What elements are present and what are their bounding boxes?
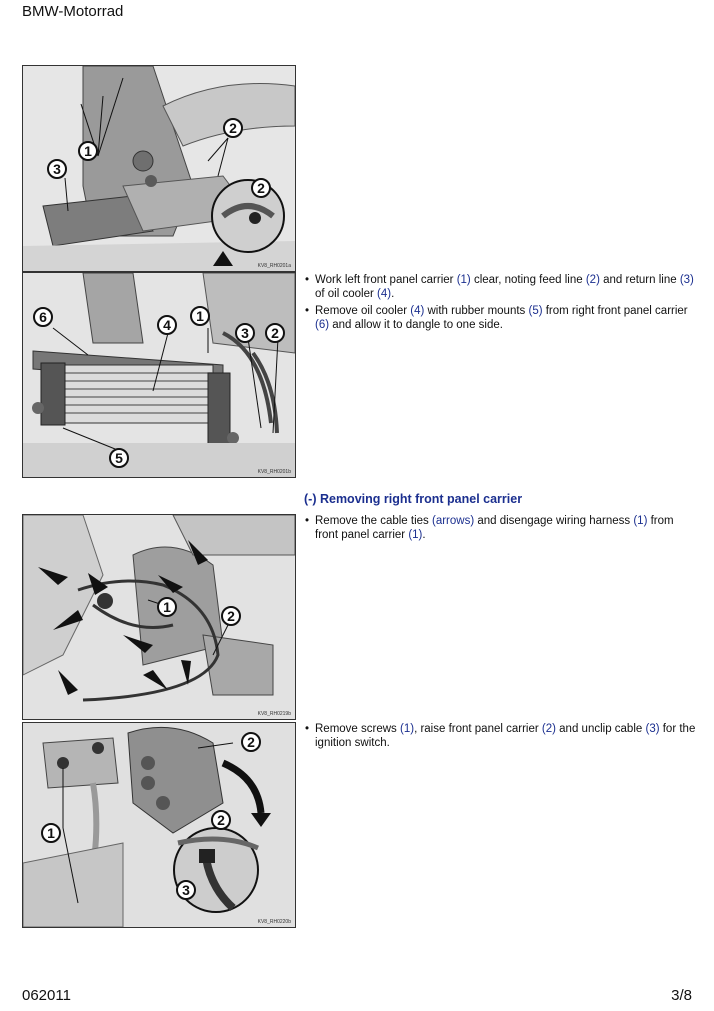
section-heading: (-) Removing right front panel carrier <box>304 492 523 506</box>
step-item: • Remove the cable ties (arrows) and disengage wiring harness (1) from front panel carrier (1). <box>304 514 699 542</box>
figure-1-illustration <box>22 65 296 272</box>
document-code: 062011 <box>22 987 71 1004</box>
step-item: • Remove oil cooler (4) with rubber mounts (5) from right front panel carrier (6) and allow it to dangle to one side. <box>304 304 699 332</box>
figure-2-callout-1: 1 <box>190 306 210 326</box>
step-list-cable-ties <box>304 514 699 545</box>
step-list-screws <box>304 722 699 753</box>
step-item: • Work left front panel carrier (1) clear, noting feed line (2) and return line (3) of oil cooler (4). <box>304 273 699 301</box>
figure-3-callout-2: 2 <box>221 606 241 626</box>
figure-2-code: KV8_RH0201b <box>257 469 291 475</box>
figure-2-callout-4: 4 <box>157 315 177 335</box>
figure-3-callout-1: 1 <box>157 597 177 617</box>
brand-header: BMW-Motorrad <box>22 3 124 20</box>
figure-4-callout-2-detail: 2 <box>211 810 231 830</box>
figure-3-drawing <box>23 515 295 719</box>
step-list-oil-cooler <box>304 273 699 335</box>
step-item: • Remove screws (1), raise front panel carrier (2) and unclip cable (3) for the ignition switch. <box>304 722 699 750</box>
page-number: 3/8 <box>671 987 692 1004</box>
figure-4-callout-2: 2 <box>241 732 261 752</box>
figure-3-code: KV8_RH0219b <box>257 711 291 717</box>
figure-2-callout-3: 3 <box>235 323 255 343</box>
figure-1-callout-2: 2 <box>223 118 243 138</box>
figure-2-callout-5: 5 <box>109 448 129 468</box>
figure-2-illustration <box>22 272 296 478</box>
figure-1-callout-3: 3 <box>47 159 67 179</box>
figure-4-code: KV8_RH0220b <box>257 919 291 925</box>
figure-2-drawing <box>23 273 295 477</box>
figure-4-illustration <box>22 722 296 928</box>
figure-4-callout-3: 3 <box>176 880 196 900</box>
figure-1-code: KV8_RH0201a <box>257 263 291 269</box>
figure-4-drawing <box>23 723 295 927</box>
figure-3-illustration <box>22 514 296 720</box>
figure-1-callout-2-detail: 2 <box>251 178 271 198</box>
figure-2-callout-6: 6 <box>33 307 53 327</box>
figure-2-callout-2: 2 <box>265 323 285 343</box>
figure-1-callout-1: 1 <box>78 141 98 161</box>
figure-4-callout-1: 1 <box>41 823 61 843</box>
